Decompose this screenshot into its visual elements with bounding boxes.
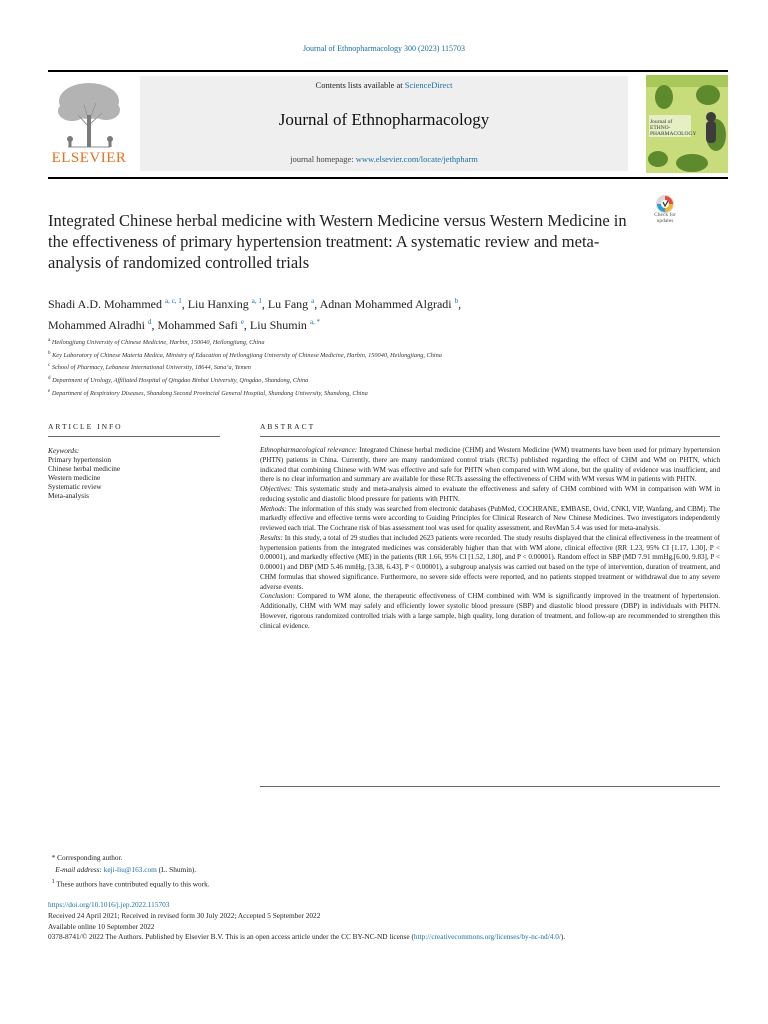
footnotes xyxy=(48,852,728,890)
affiliation: $^a$ Heilongjiang University of Chinese Medicine, Harbin, 150040, Heilongjiang, China xyxy=(48,338,265,347)
contents-prefix: Contents lists available at xyxy=(315,80,405,90)
keyword: Chinese herbal medicine xyxy=(48,464,121,473)
abstract-conclusion: Conclusion: Compared to WM alone, the therapeutic effectiveness of CHM combined with WM is significantly improved in the treatment of hypertension. Additionally, CHM with WM may safely and efficiently lower systolic blood pressure (SBP) and diastolic blood pressure (DBP) in individuals with PHTN. However, rigorous randomized controlled trials with a large sample, high quality, long duration of treatment, and follow-up are recommended to strengthen this clinical evidence. xyxy=(260,592,720,630)
author-list xyxy=(48,292,648,334)
article-info-heading: ARTICLE INFO xyxy=(48,422,123,431)
email-note: E-mail address: keji-liu@163.com (L. Shumin). xyxy=(55,865,197,874)
keywords-label: Keywords: xyxy=(48,446,80,455)
journal-cover-thumbnail[interactable] xyxy=(646,75,728,173)
author[interactable]: Mohammed Alradhi $^d$, xyxy=(48,318,158,332)
homepage-link[interactable]: www.elsevier.com/locate/jethpharm xyxy=(355,154,478,164)
author[interactable]: Lu Fang $^a$, xyxy=(267,297,320,311)
abstract-rule xyxy=(260,436,720,437)
contents-line xyxy=(140,80,628,90)
received-dates: Received 24 April 2021; Received in revised form 30 July 2022; Accepted 5 September 2022 xyxy=(48,910,321,920)
publication-info xyxy=(48,900,728,943)
author[interactable]: Adnan Mohammed Algradi $^b$, xyxy=(319,297,462,311)
affiliation: $^c$ School of Pharmacy, Lebanese International University, 18644, Sana’a, Yemen xyxy=(48,363,251,372)
elsevier-tree-logo xyxy=(48,77,130,169)
abstract-heading: ABSTRACT xyxy=(260,422,316,431)
keyword: Systematic review xyxy=(48,482,102,491)
masthead-center xyxy=(140,76,628,171)
equal-contribution-note: $^1$ These authors have contributed equally to this work. xyxy=(51,879,210,889)
affiliation: $^d$ Department of Urology, Affiliated Hospital of Qingdao Binhai University, Qingdao, Shandong, China xyxy=(48,376,309,385)
cover-label: Journal of ETHNO-PHARMACOLOGY xyxy=(650,119,697,137)
homepage-prefix: journal homepage: xyxy=(290,154,356,164)
tree-icon xyxy=(48,77,130,151)
affiliation: $^e$ Department of Respiratory Diseases, Shandong Second Provincial General Hospital, Shandong University, Shandong, China xyxy=(48,388,368,397)
article-info-rule xyxy=(48,436,220,437)
license-line: 0378-8741/© 2022 The Authors. Published by Elsevier B.V. This is an open access article under the CC BY-NC-ND license (http://creativecommons.org/licenses/by-nc-nd/4.0/). xyxy=(48,932,566,942)
affiliations xyxy=(48,336,708,399)
keyword: Primary hypertension xyxy=(48,455,112,464)
crossmark-icon xyxy=(647,194,683,214)
keyword: Meta-analysis xyxy=(48,491,89,500)
abstract-end-rule xyxy=(260,786,720,787)
sciencedirect-link[interactable]: ScienceDirect xyxy=(404,80,453,90)
publisher-logo-text: ELSEVIER xyxy=(51,150,127,166)
abstract-relevance: Ethnopharmacological relevance: Integrated Chinese herbal medicine (CHM) and Western Medicine (WM) treatments have been used for primary hypertension (PHTN) patients in China. Currently, there are many randomized control trials (RCTs) published regarding the effect of CHM and WM on PHTN, which indicated that combining Chinese with WM was effective and safe for PHTN when compared with WM alone, but the quality of evidence was insufficient, and there is no clear information and summary are available for these RCTs assessing the effectiveness of CHM with WM versus WM in patients with PHTN. xyxy=(260,446,720,484)
affiliation: $^b$ Key Laboratory of Chinese Materia Medica, Ministry of Education of Heilongjiang University of Chinese Medicine, Harbin, 150040, Heilongjiang, China xyxy=(48,350,442,359)
running-head[interactable]: Journal of Ethnopharmacology 300 (2023) 115703 xyxy=(302,44,466,53)
homepage-line xyxy=(140,154,628,164)
journal-masthead xyxy=(48,70,728,179)
doi-link[interactable]: https://doi.org/10.1016/j.jep.2022.115703 xyxy=(48,900,170,909)
keyword: Western medicine xyxy=(48,473,101,482)
available-online: Available online 10 September 2022 xyxy=(48,921,155,931)
article-title: Integrated Chinese herbal medicine with Western Medicine versus Western Medicine in the effectiveness of primary hypertension treatment: A systematic review and meta-analysis of randomized controlled trials xyxy=(48,211,627,272)
journal-title: Journal of Ethnopharmacology xyxy=(278,110,490,129)
license-link[interactable]: http://creativecommons.org/licenses/by-nc-nd/4.0/ xyxy=(413,932,561,942)
abstract-body xyxy=(260,446,720,631)
author[interactable]: Liu Hanxing $^{a, 1}$, xyxy=(187,297,268,311)
author[interactable]: Shadi A.D. Mohammed $^{a, c, 1}$, xyxy=(48,297,188,311)
crossmark-label: Check for updates xyxy=(654,212,676,224)
author[interactable]: Mohammed Safi $^e$, xyxy=(157,318,250,332)
keywords-block xyxy=(48,446,228,500)
corresponding-note: * Corresponding author. xyxy=(48,853,123,862)
abstract-results: Results: In this study, a total of 29 studies that included 2623 patients were recorded. The study results displayed that the clinical effectiveness in the treatment of hypertension patients from the integrated medicines was considerably higher than that with WM alone, clinical effective (RR 1.23, 95% CI [1.17, 1.30], P < 0.00001), and markedly effective (ME) in the patients (RR 1.66, 95% CI [1.52, 1.80], and P < 0.00001). Random effect in SBP (MD 7.91 mmHg,[6.00, 9.83], P < 0.00001) and DBP (MD 5.46 mmHg, [3.38, 6.43], P < 0.00001), a subgroup analysis was carried out based on the type of intervention, duration of treatment, and CHM formulas that showed significance. Furthermore, no severe side effects were reported, and no patients stopped treatment or withdrawal due to any severe adverse events. xyxy=(260,533,720,591)
abstract-methods: Methods: The information of this study was searched from electronic databases (PubMed, COCHRANE, EMBASE, Ovid, CNKI, VIP, Wanfang, and CBM). The markedly effective and effective terms were according to Guiding Principles for Clinical Research of New Chinese Medicines. Two investigators independently reviewed each trial. The Cochrane risk of bias assessment tool was used for quality assessment, and RevMan 5.4 was used for meta-analysis. xyxy=(260,504,720,532)
abstract-objectives: Objectives: This systematic study and meta-analysis aimed to evaluate the effectiveness and safety of CHM combined with WM in comparison with WM in reducing systolic and diastolic blood pressure for patients with PHTN. xyxy=(260,485,720,503)
author[interactable]: Liu Shumin $^{a, *}$ xyxy=(249,318,321,332)
email-link[interactable]: keji-liu@163.com xyxy=(103,865,157,874)
